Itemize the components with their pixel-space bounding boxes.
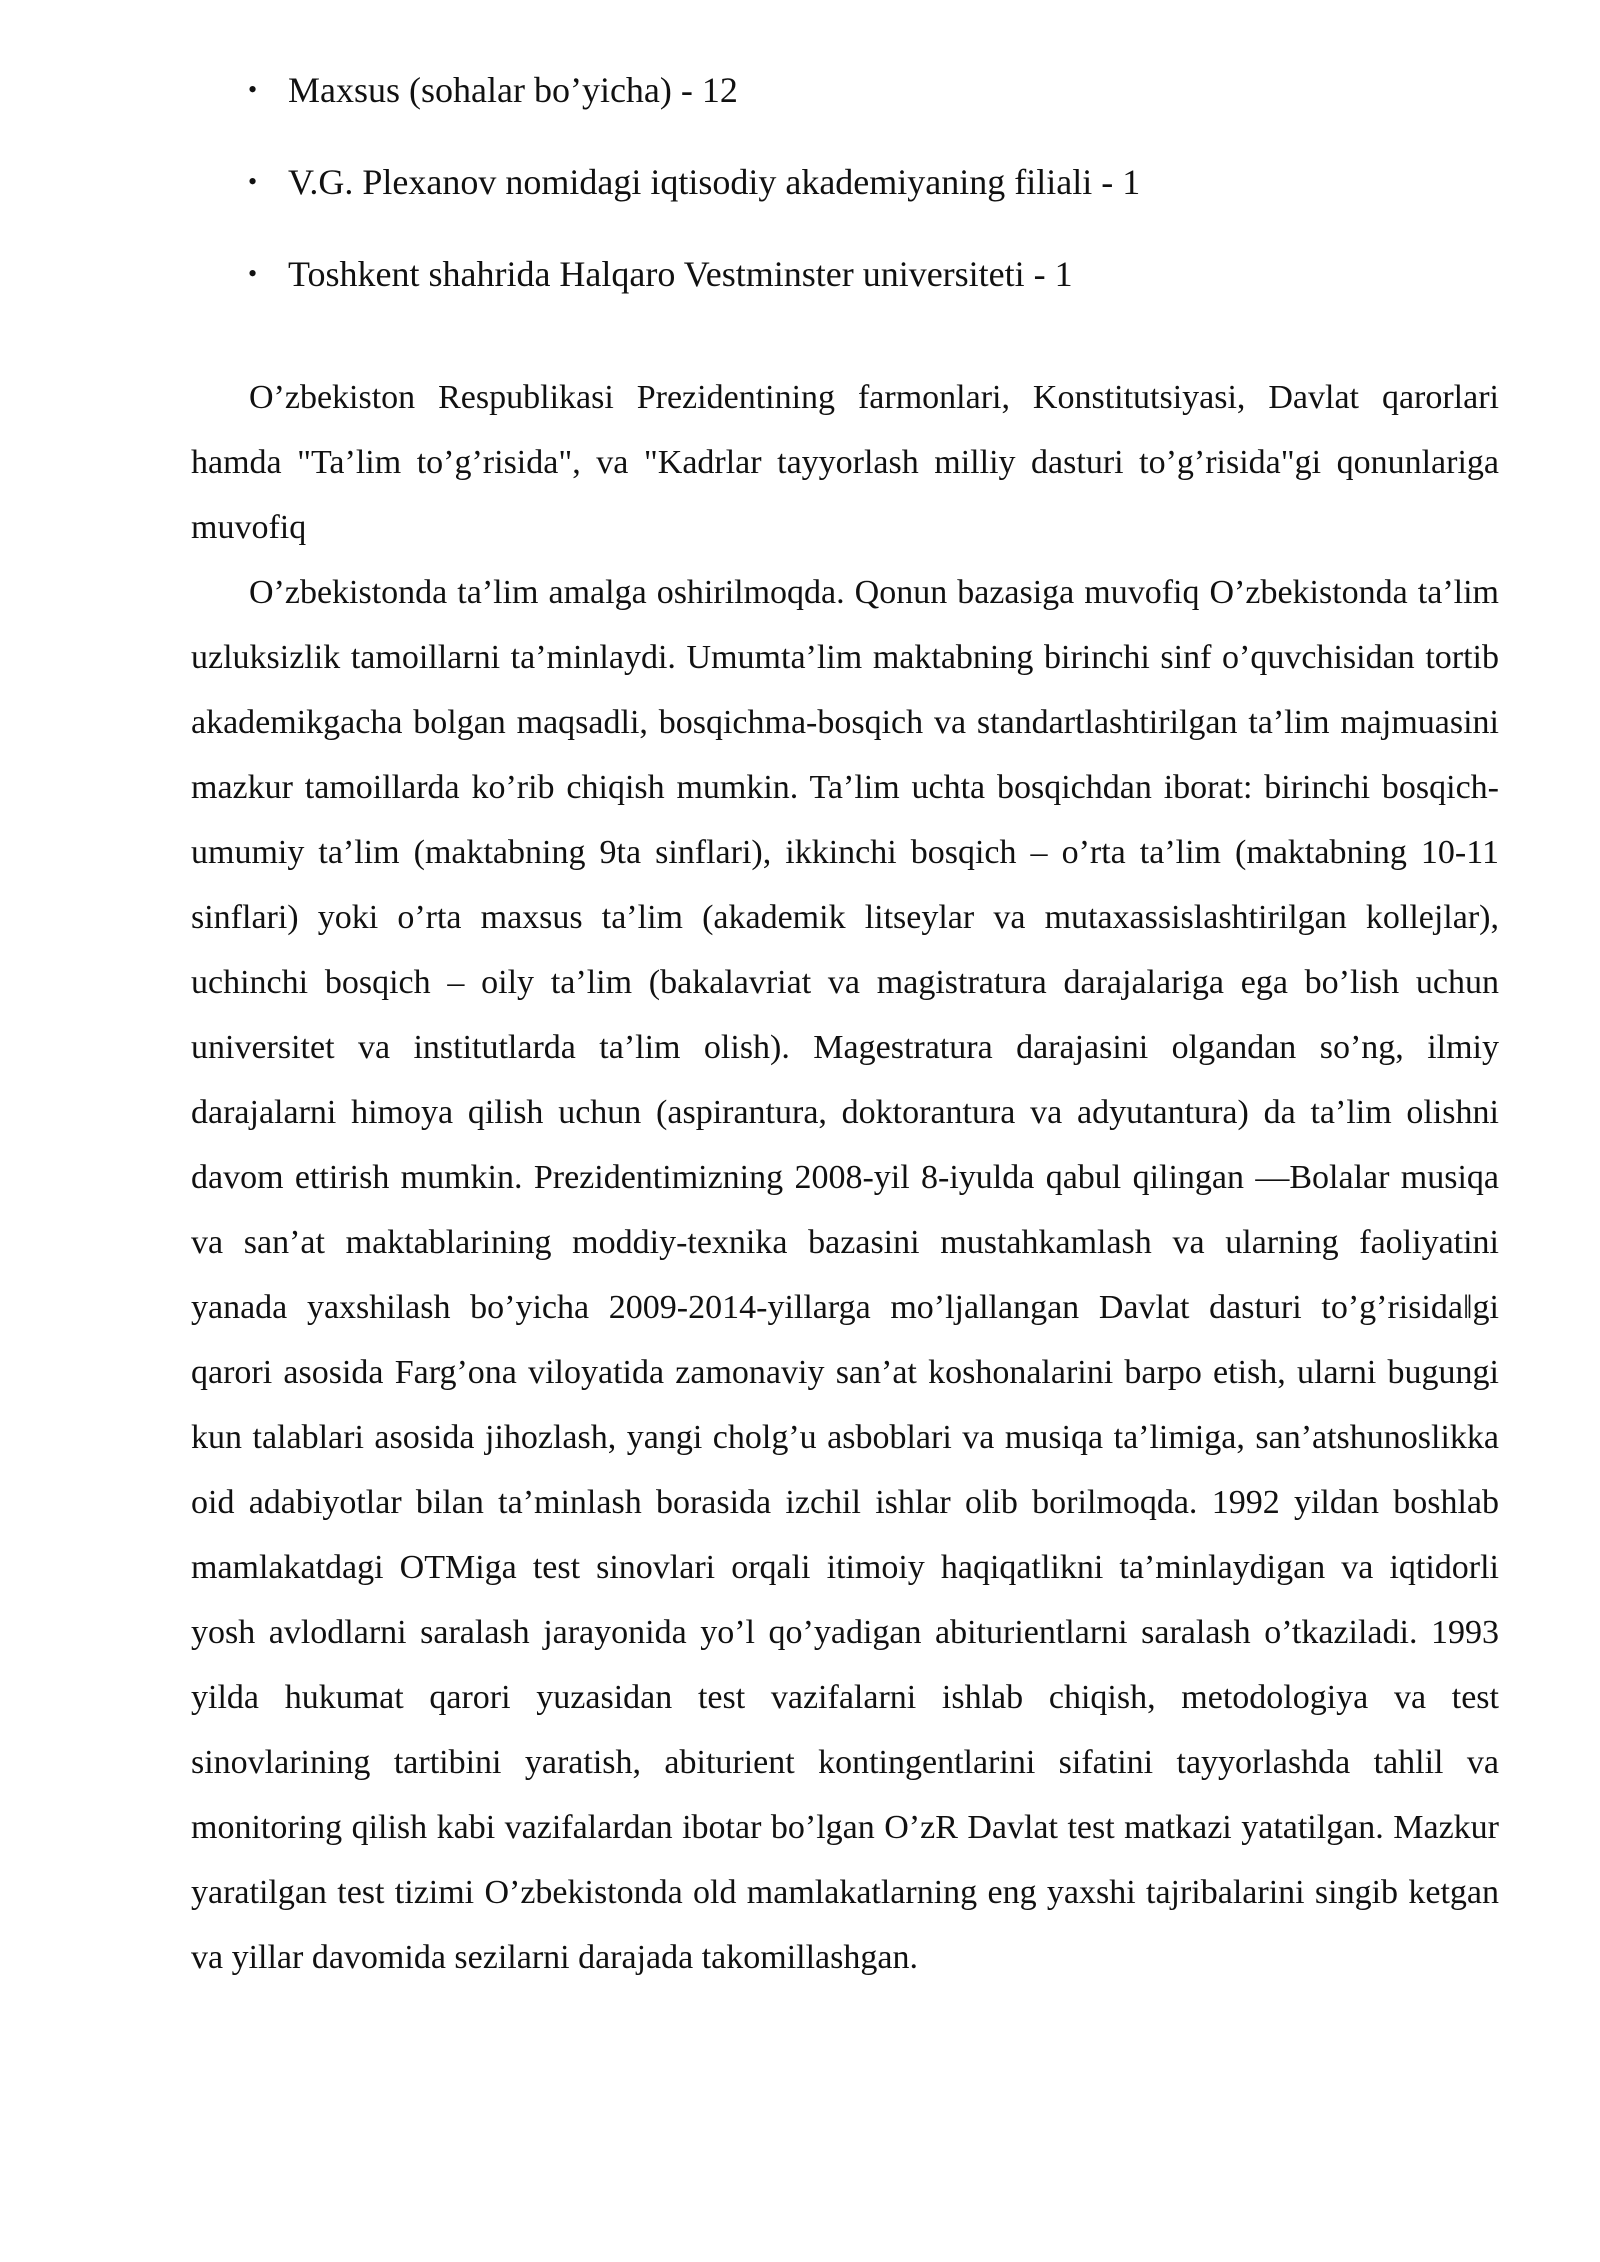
bullet-marker: •	[248, 75, 258, 104]
bullet-item	[244, 248, 1444, 300]
paragraph-legal-basis: O’zbekiston Respublikasi Prezidentining farmonlari, Konstitutsiyasi, Davlat qarorlari hamda "Ta’lim to’g’risida", va "Kadrlar tayyorlash milliy dasturi to’g’risida"gi qonunlariga muvofiq	[191, 379, 1499, 546]
body-text	[191, 365, 1499, 1990]
bullet-item	[244, 156, 1444, 208]
bullet-item	[244, 64, 1444, 116]
bullet-text: V.G. Plexanov nomidagi iqtisodiy akademiyaning filiali - 1	[288, 162, 1141, 202]
bullet-marker: •	[248, 167, 258, 196]
bullet-text: Toshkent shahrida Halqaro Vestminster universiteti - 1	[288, 254, 1073, 294]
bullet-marker: •	[248, 259, 258, 288]
paragraph-education-system: O’zbekistonda ta’lim amalga oshirilmoqda. Qonun bazasiga muvofiq O’zbekistonda ta’lim uzluksizlik tamoillarni ta’minlaydi. Umumta’lim maktabning birinchi sinf o’quvchisidan tortib akademikgacha bolgan maqsadli, bosqichma-bosqich va standartlashtirilgan ta’lim majmuasini mazkur tamoillarda ko’rib chiqish mumkin. Ta’lim uchta bosqichdan iborat: birinchi bosqich- umumiy ta’lim (maktabning 9ta sinflari), ikkinchi bosqich – o’rta ta’lim (maktabning 10-11 sinflari) yoki o’rta maxsus ta’lim (akademik litseylar va mutaxassislashtirilgan kollejlar), uchinchi bosqich – oily ta’lim (bakalavriat va magistratura darajalariga ega bo’lish uchun universitet va institutlarda ta’lim olish). Magestratura darajasini olgandan so’ng, ilmiy darajalarni himoya qilish uchun (aspirantura, doktorantura va adyutantura) da ta’lim olishni davom ettirish mumkin. Prezidentimizning 2008-yil 8-iyulda qabul qilingan ―Bolalar musiqa va san’at maktablarining moddiy-texnika bazasini mustahkamlash va ularning faoliyatini yanada yaxshilash bo’yicha 2009-2014-yillarga mo’ljallangan Davlat dasturi to’g’risida‖gi qarori asosida Farg’ona viloyatida zamonaviy san’at koshonalarini barpo etish, ularni bugungi kun talablari asosida jihozlash, yangi cholg’u asboblari va musiqa ta’limiga, san’atshunoslikka oid adabiyotlar bilan ta’minlash borasida izchil ishlar olib borilmoqda. 1992 yildan boshlab mamlakatdagi OTMiga test sinovlari orqali itimoiy haqiqatlikni ta’minlaydigan va iqtidorli yosh avlodlarni saralash jarayonida yo’l qo’yadigan abiturientlarni saralash o’tkaziladi. 1993 yilda hukumat qarori yuzasidan test vazifalarni ishlab chiqish, metodologiya va test sinovlarining tartibini yaratish, abiturient kontingentlarini sifatini tayyorlashda tahlil va monitoring qilish kabi vazifalardan ibotar bo’lgan O’zR Davlat test matkazi yatatilgan. Mazkur yaratilgan test tizimi O’zbekistonda old mamlakatlarning eng yaxshi tajribalarini singib ketgan va yillar davomida sezilarni darajada takomillashgan.	[191, 574, 1499, 1976]
bullet-list	[244, 64, 1444, 340]
bullet-text: Maxsus (sohalar bo’yicha) - 12	[288, 70, 738, 110]
